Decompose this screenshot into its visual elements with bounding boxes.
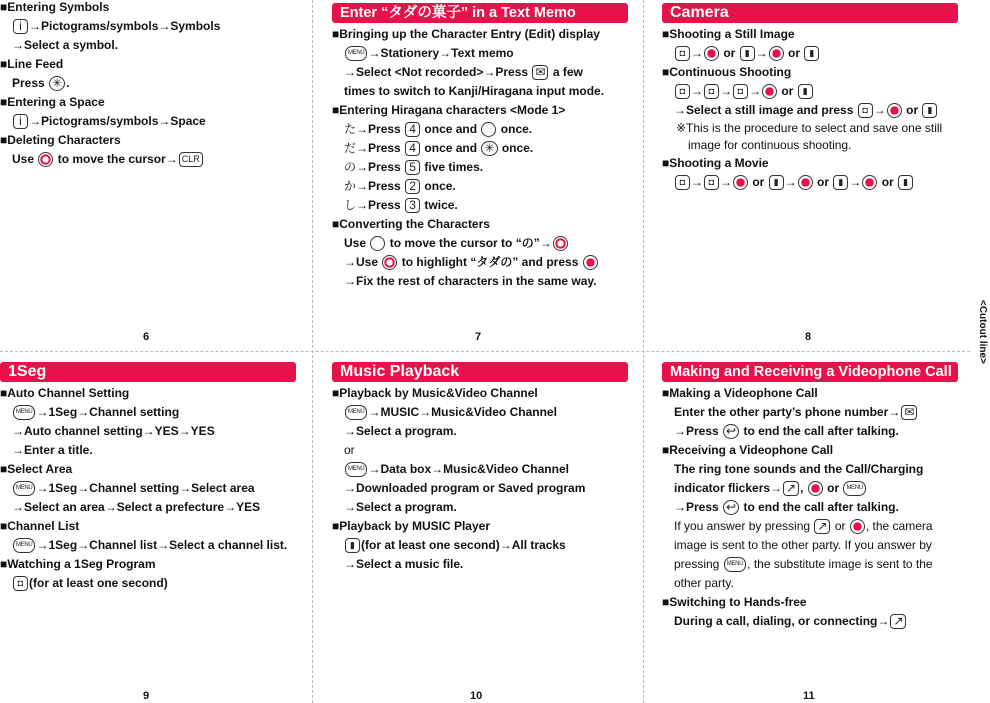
- page-number: 10: [470, 690, 483, 702]
- page-number: 6: [143, 331, 150, 343]
- section-title: ■Entering Hiragana characters <Mode 1>: [332, 103, 566, 117]
- page-6: [0, 0, 300, 169]
- camera-key-icon: ◘: [858, 103, 873, 118]
- side-key-icon: ▮: [833, 175, 848, 190]
- menu-key-icon: MENU: [345, 462, 367, 477]
- center-key-icon: [481, 122, 496, 137]
- section-title: ■Deleting Characters: [0, 133, 121, 147]
- enter-key-icon: [704, 46, 719, 61]
- multi-key-icon: [382, 255, 397, 270]
- mail-key-icon: ✉: [901, 405, 917, 420]
- lr-key-icon: [370, 236, 385, 251]
- clr-key-icon: CLR: [179, 152, 203, 167]
- instruction-line: →Auto channel setting→YES→YES: [12, 424, 215, 438]
- instruction-line: →Select a still image and press ◘ → or ▮: [662, 101, 958, 120]
- section-title: ■Auto Channel Setting: [0, 386, 130, 400]
- instruction-line: MENU →MUSIC→Music&Video Channel: [332, 403, 628, 422]
- instruction-line: →Select a program.: [344, 500, 457, 514]
- instruction-line: →Select an area→Select a prefecture→YES: [12, 500, 261, 514]
- instruction-line: MENU →1Seg→Channel setting→Select area: [0, 479, 296, 498]
- instruction-line: →Use to highlight “タダの” and press: [332, 253, 628, 272]
- menu-key-icon: MENU: [345, 46, 367, 61]
- camera-key-icon: ◘: [704, 84, 719, 99]
- section-title: ■Entering a Space: [0, 95, 105, 109]
- send-key-icon: ↗: [783, 481, 799, 496]
- section-title: ■Making a Videophone Call: [662, 386, 818, 400]
- instruction-line: ◘ (for at least one second): [0, 574, 296, 593]
- star-key-icon: ✳: [49, 76, 65, 91]
- section-title: ■Shooting a Movie: [662, 156, 769, 170]
- page-8: [662, 3, 958, 192]
- cutout-line-label: <Cutout line>: [977, 300, 988, 364]
- instruction-line: times to switch to Kanji/Hiragana input mode.: [344, 84, 605, 98]
- page-7: [332, 3, 628, 291]
- key-3-icon: 3: [405, 198, 420, 213]
- menu-key-icon: MENU: [345, 405, 367, 420]
- key-4-icon: 4: [405, 122, 420, 137]
- section-title: ■Watching a 1Seg Program: [0, 557, 156, 571]
- side-key-icon: ▮: [922, 103, 937, 118]
- instruction-line: →Select a symbol.: [12, 38, 119, 52]
- instruction-line: ◘ → ◘ → ◘ → or ▮: [662, 82, 958, 101]
- page-header: Making and Receiving a Videophone Call: [662, 362, 958, 382]
- page-header: Music Playback: [332, 362, 628, 382]
- section-title: ■Converting the Characters: [332, 217, 490, 231]
- camera-key-icon: ◘: [13, 576, 28, 591]
- instruction-line: ◘ → ◘ → or ▮ → or ▮ → or ▮: [662, 173, 958, 192]
- instruction-line: ◘ → or ▮ → or ▮: [662, 44, 958, 63]
- page-number: 8: [805, 331, 812, 343]
- note-line: If you answer by pressing ↗ or , the camera: [674, 519, 933, 534]
- power-end-key-icon: ↩: [723, 424, 739, 439]
- camera-key-icon: ◘: [675, 46, 690, 61]
- menu-key-icon: MENU: [13, 481, 35, 496]
- section-title: ■Select Area: [0, 462, 73, 476]
- page-number: 7: [475, 331, 482, 343]
- send-key-icon: ↗: [890, 614, 906, 629]
- instruction-line: し→Press 3 twice.: [344, 198, 458, 213]
- instruction-line: →Select a music file.: [344, 557, 464, 571]
- star-key-icon: ✳: [481, 141, 497, 156]
- side-key-icon: ▮: [345, 538, 360, 553]
- page-9: [0, 362, 296, 593]
- section-title: ■Playback by MUSIC Player: [332, 519, 490, 533]
- instruction-line: or: [344, 443, 355, 457]
- side-key-icon: ▮: [798, 84, 813, 99]
- instruction-line: Use to move the cursor to “の”→: [332, 234, 628, 253]
- enter-key-icon: [887, 103, 902, 118]
- section-title: ■Channel List: [0, 519, 80, 533]
- key-4-icon: 4: [405, 141, 420, 156]
- instruction-line: ▮ (for at least one second)→All tracks: [332, 536, 628, 555]
- instruction-line: →Fix the rest of characters in the same way.: [344, 274, 597, 288]
- menu-key-icon: MENU: [843, 481, 865, 496]
- instruction-line: →Press ↩ to end the call after talking.: [674, 500, 899, 515]
- enter-key-icon: [769, 46, 784, 61]
- page-number: 11: [803, 690, 815, 702]
- section-title: ■Receiving a Videophone Call: [662, 443, 834, 457]
- menu-key-icon: MENU: [724, 557, 746, 572]
- key-5-icon: 5: [405, 160, 420, 175]
- note-text: ※This is the procedure to select and save one still image for continuous shooting.: [676, 121, 943, 152]
- instruction-line: →Select <Not recorded>→Press ✉ a few: [344, 65, 583, 80]
- section-title: ■Playback by Music&Video Channel: [332, 386, 538, 400]
- instruction-line: indicator flickers→ ↗ , or MENU: [662, 479, 958, 498]
- instruction-line: During a call, dialing, or connecting→ ↗: [662, 612, 958, 631]
- page-header: Camera: [662, 3, 958, 23]
- enter-key-icon: [762, 84, 777, 99]
- side-key-icon: ▮: [769, 175, 784, 190]
- down-key-icon: [553, 236, 568, 251]
- instruction-line: た→Press 4 once and once.: [344, 122, 533, 137]
- instruction-line: Enter the other party’s phone number→ ✉: [662, 403, 958, 422]
- instruction-line: →Enter a title.: [12, 443, 93, 457]
- instruction-line: MENU →Stationery→Text memo: [332, 44, 628, 63]
- note-line: image is sent to the other party. If you answer by: [674, 538, 932, 552]
- enter-key-icon: [808, 481, 823, 496]
- multi-key-icon: [38, 152, 53, 167]
- menu-key-icon: MENU: [13, 538, 35, 553]
- page-11: [662, 362, 958, 631]
- section-title: ■Continuous Shooting: [662, 65, 792, 79]
- section-title: ■Line Feed: [0, 57, 64, 71]
- instruction-line: i →Pictograms/symbols→Space: [0, 112, 300, 131]
- instruction-line: →Select a program.: [344, 424, 457, 438]
- i-key-icon: i: [13, 19, 28, 34]
- instruction-line: Press ✳ .: [12, 76, 70, 91]
- page-10: [332, 362, 628, 574]
- enter-key-icon: [850, 519, 865, 534]
- send-key-icon: ↗: [814, 519, 830, 534]
- side-key-icon: ▮: [740, 46, 755, 61]
- camera-key-icon: ◘: [733, 84, 748, 99]
- power-end-key-icon: ↩: [723, 500, 739, 515]
- page-number: 9: [143, 690, 150, 702]
- page-header: Enter “タダの菓子” in a Text Memo: [332, 3, 628, 23]
- instruction-line: Use to move the cursor→ CLR: [0, 150, 300, 169]
- instruction-line: →Downloaded program or Saved program: [344, 481, 586, 495]
- instruction-line: →Press ↩ to end the call after talking.: [674, 424, 899, 439]
- instruction-line: The ring tone sounds and the Call/Charging: [674, 462, 924, 476]
- note-line: other party.: [674, 576, 734, 590]
- instruction-line: の→Press 5 five times.: [344, 160, 484, 175]
- key-2-icon: 2: [405, 179, 420, 194]
- camera-key-icon: ◘: [675, 175, 690, 190]
- mail-key-icon: ✉: [532, 65, 548, 80]
- page-header: 1Seg: [0, 362, 296, 382]
- instruction-line: だ→Press 4 once and ✳ once.: [344, 141, 534, 156]
- side-key-icon: ▮: [898, 175, 913, 190]
- section-title: ■Switching to Hands-free: [662, 595, 807, 609]
- instruction-line: か→Press 2 once.: [344, 179, 456, 194]
- camera-key-icon: ◘: [675, 84, 690, 99]
- instruction-line: MENU →1Seg→Channel setting: [0, 403, 296, 422]
- row-divider: [0, 351, 970, 352]
- instruction-line: MENU →Data box→Music&Video Channel: [332, 460, 628, 479]
- note-line: pressing MENU , the substitute image is sent to the: [674, 557, 933, 571]
- enter-key-icon: [862, 175, 877, 190]
- enter-key-icon: [798, 175, 813, 190]
- side-key-icon: ▮: [804, 46, 819, 61]
- enter-key-icon: [583, 255, 598, 270]
- instruction-line: i →Pictograms/symbols→Symbols: [0, 17, 300, 36]
- section-title: ■Entering Symbols: [0, 0, 110, 14]
- section-title: ■Bringing up the Character Entry (Edit) display: [332, 27, 600, 41]
- i-key-icon: i: [13, 114, 28, 129]
- enter-key-icon: [733, 175, 748, 190]
- menu-key-icon: MENU: [13, 405, 35, 420]
- camera-key-icon: ◘: [704, 175, 719, 190]
- instruction-line: MENU →1Seg→Channel list→Select a channel list.: [0, 536, 296, 555]
- section-title: ■Shooting a Still Image: [662, 27, 795, 41]
